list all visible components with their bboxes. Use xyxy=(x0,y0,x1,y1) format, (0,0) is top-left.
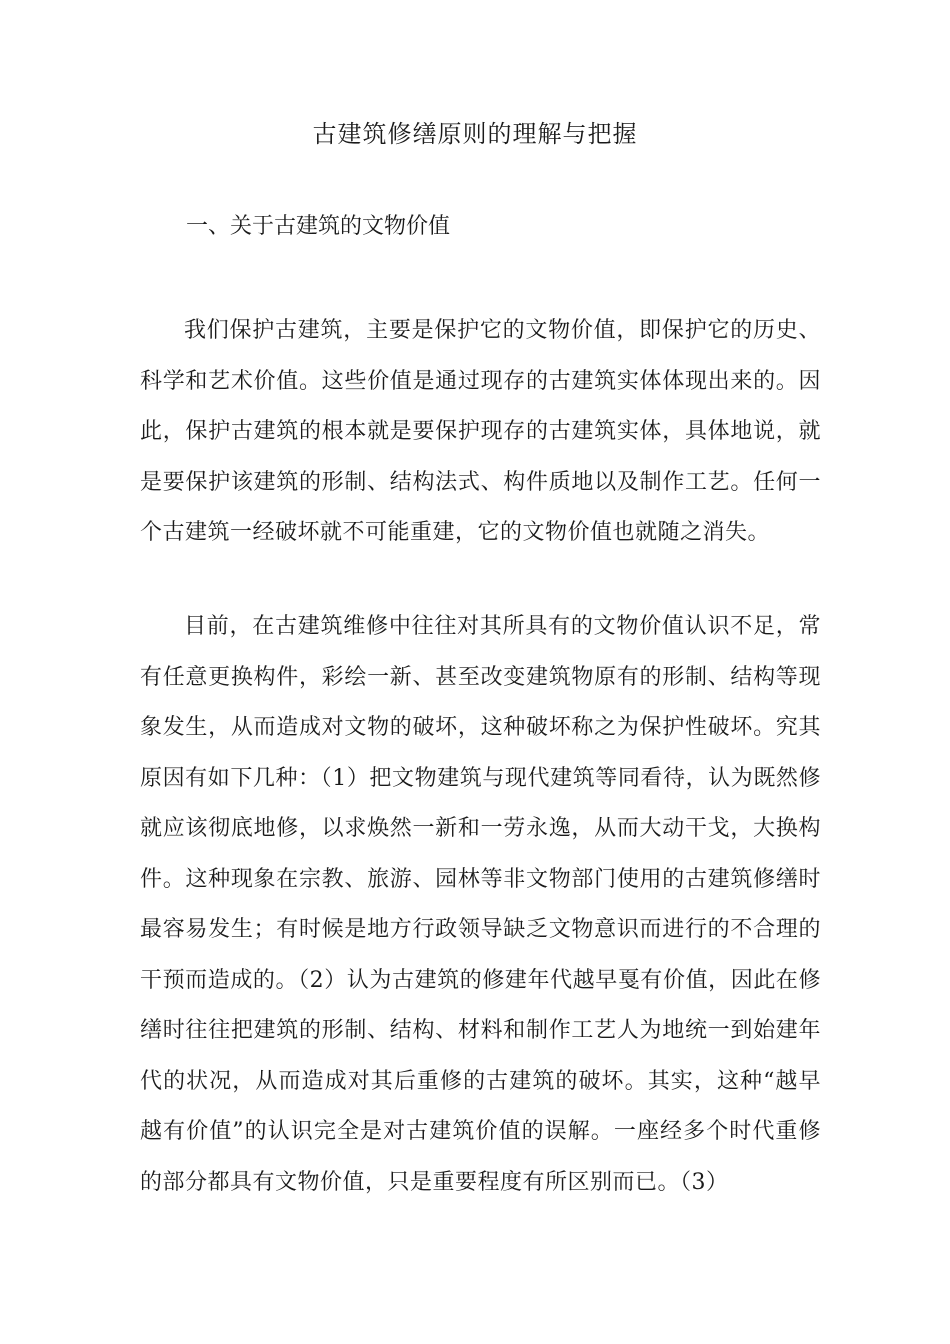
body-paragraph: 目前，在古建筑维修中往往对其所具有的文物价值认识不足，常有任意更换构件，彩绘一新、甚至改变建筑物原有的形制、结构等现象发生，从而造成对文物的破坏，这种破坏称之为保护性破坏。究其原因有如下几种：（1）把文物建筑与现代建筑等同看待，认为既然修就应该彻底地修，以求焕然一新和一劳永逸，从而大动干戈，大换构件。这种现象在宗教、旅游、园林等非文物部门使用的古建筑修缮时最容易发生；有时候是地方行政领导缺乏文物意识而进行的不合理的干预而造成的。（2）认为古建筑的修建年代越早戛有价值，因此在修缮时往往把建筑的形制、结构、材料和制作工艺人为地统一到始建年代的状况，从而造成对其后重修的古建筑的破坏。其实，这种“越早越有价值”的认识完全是对古建筑价值的误解。一座经多个时代重修的部分都具有文物价值，只是重要程度有所区别而已。（3） xyxy=(140,614,821,1195)
body-paragraph: 我们保护古建筑，主要是保护它的文物价值，即保护它的历史、科学和艺术价值。这些价值是通过现存的古建筑实体体现出来的。因此，保护古建筑的根本就是要保护现存的古建筑实体，具体地说，就是要保护该建筑的形制、结构法式、构件质地以及制作工艺。任何一个古建筑一经破坏就不可能重建，它的文物价值也就随之消失。 xyxy=(140,318,821,545)
document-title: 古建筑修缮原则的理解与把握 xyxy=(312,120,638,148)
section-heading: 一、关于古建筑的文物价值 xyxy=(186,214,451,239)
